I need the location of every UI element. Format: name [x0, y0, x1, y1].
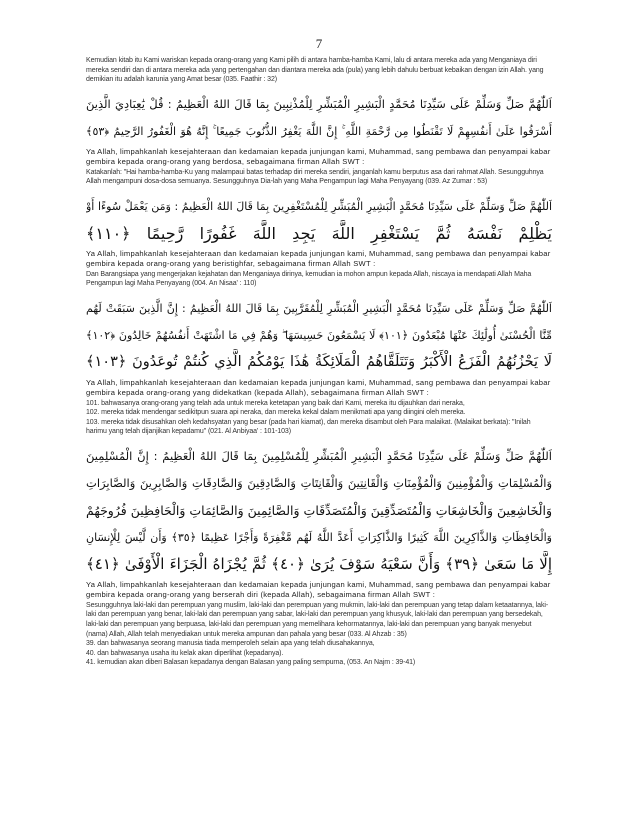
translation-line: 101. bahwasanya orang-orang yang telah ada untuk mereka ketetapan yang baik dari Kami, mereka itu dijauhkan dari neraka, — [86, 399, 465, 407]
arabic-line: اَللّٰهُمَّ صَلِّ وَسَلِّمْ عَلَى سَيِّدِنَا مُحَمَّدٍ الْبَشِيرِ الْمُبَشِّرِ لِلْمُسْلِمِينَ بِمَا قَالَ اللهُ الْعَظِيمُ : إِنَّ الْمُسْلِمِينَ — [86, 448, 552, 463]
translation-line: 41. kemudian akan diberi Balasan kepadanya dengan Balasan yang paling sempurna, (053. An Najm : 39-41) — [86, 659, 416, 667]
arabic-line: اَللّٰهُمَّ صَلِّ وَسَلِّمْ عَلَى سَيِّدِنَا مُحَمَّدٍ الْبَشِيرِ الْمُبَشِّرِ لِلْمُقَرَّبِينَ بِمَا قَالَ اللهُ الْعَظِيمُ : إِنَّ الَّذِينَ سَبَقَتْ لَهُم — [86, 301, 552, 315]
translation-line: Sesungguhnya laki-laki dan perempuan yang muslim, laki-laki dan perempuan yang mukmin, laki-laki dan perempuan yang tetap dalam ketaatannya, laki-laki dan perempuan yang benar, laki-laki dan perempuan yang sabar, laki-laki dan perempuan yang khusyuk, laki-laki dan perempuan yang bersedekah, laki-laki dan perempuan yang berpuasa, laki-laki dan perempuan yang memelihara kehormatannya, laki-laki dan perempuan yang banyak menyebut (nama) Allah, Allah telah menyediakan untuk mereka ampunan dan pahala yang besar (033. Al Ahzab : 35) — [86, 601, 549, 638]
arabic-verse — [86, 295, 552, 376]
arabic-verse — [86, 443, 552, 578]
verse-block-1 — [86, 91, 552, 187]
arabic-line: يَظْلِمْ نَفْسَهُ ثُمَّ يَسْتَغْفِرِ اللَّهَ يَجِدِ اللَّهَ غَفُورًا رَّحِيمًا ﴿١١٠﴾ — [86, 223, 552, 243]
translation-line: Dan Barangsiapa yang mengerjakan kejahatan dan Menganiaya dirinya, kemudian ia mohon ampun kepada Allah, niscaya ia mendapati Allah Maha Pengampun lagi Maha Penyayang (004. An Nisaa' : 110) — [86, 270, 532, 288]
arabic-line: اَللّٰهُمَّ صَلِّ وَسَلِّمْ عَلَى سَيِّدِنَا مُحَمَّدٍ الْبَشِيرِ الْمُبَشِّرِ لِلْمُسْتَغْفِرِينَ بِمَا قَالَ اللهُ الْعَظِيمُ : وَمَن يَعْمَلْ سُوءًا أَوْ — [86, 199, 552, 213]
arabic-line: وَالْمُسْلِمَاتِ وَالْمُؤْمِنِينَ وَالْمُؤْمِنَاتِ وَالْقَانِتِينَ وَالْقَانِتَاتِ وَالصَّادِقِينَ وَالصَّادِقَاتِ وَالصَّابِرِينَ وَالصَّابِرَاتِ — [86, 475, 552, 490]
arabic-verse — [86, 91, 552, 145]
arabic-line: اَللّٰهُمَّ صَلِّ وَسَلِّمْ عَلَى سَيِّدِنَا مُحَمَّدٍ الْبَشِيرِ الْمُبَشِّرِ لِلْمُذْنِبِينَ بِمَا قَالَ اللهُ الْعَظِيمُ : قُلْ يَٰعِبَادِيَ الَّذِينَ — [86, 96, 552, 111]
translation-line: 102. mereka tidak mendengar sedikitpun suara api neraka, dan mereka kekal dalam menikmati apa yang diingini oleh mereka. — [86, 409, 466, 417]
salawat-text: Ya Allah, limpahkanlah kesejahteraan dan kedamaian kepada junjungan kami, Muhammad, sang pembawa dan penyampai kabar gembira kepada orang-orang yang beristighfar, sebagaimana firman Allah SWT : — [86, 248, 551, 269]
verse-block-3 — [86, 295, 552, 437]
intro-paragraph: Kemudian kitab itu Kami wariskan kepada orang-orang yang Kami pilih di antara hamba-hamba Kami, lalu di antara mereka ada yang Menganiaya diri mereka sendiri dan di antara mereka ada yang pertengahan dan diantara mereka ada (pula) yang lebih dahulu berbuat kebaikan dengan izin Allah. yang demikian itu adalah karunia yang Amat besar (035. Faathir : 32) — [86, 57, 544, 84]
arabic-line: وَالْخَاشِعِينَ وَالْخَاشِعَاتِ وَالْمُتَصَدِّقِينَ وَالْمُتَصَدِّقَاتِ وَالصَّائِمِينَ وَالصَّائِمَاتِ وَالْحَافِظِينَ فُرُوجَهُمْ — [86, 502, 552, 518]
verse-block-4 — [86, 443, 552, 668]
translation-line: 103. mereka tidak disusahkan oleh kedahsyatan yang besar (pada hari kiamat), dan mereka disambut oleh Para malaikat. (Malaikat berkata): "Inilah harimu yang telah dijanjikan kepadamu" (021. Al Anbiyaa' : 101-103) — [86, 418, 531, 436]
arabic-line: مِّنَّا الْحُسْنَىٰ أُولَٰئِكَ عَنْهَا مُبْعَدُونَ ﴿١٠١﴾ لَا يَسْمَعُونَ حَسِيسَهَا ۖ وَهُمْ فِي مَا اشْتَهَتْ أَنفُسُهُمْ خَالِدُونَ ﴿١٠٢﴾ — [86, 328, 552, 342]
arabic-line: أَسْرَفُوا عَلَىٰ أَنفُسِهِمْ لَا تَقْنَطُوا مِن رَّحْمَةِ اللَّهِ ۚ إِنَّ اللَّهَ يَغْفِرُ الذُّنُوبَ جَمِيعًا ۚ إِنَّهُ هُوَ الْغَفُورُ الرَّحِيمُ ﴿٥٣﴾ — [86, 124, 552, 138]
salawat-text: Ya Allah, limpahkanlah kesejahteraan dan kedamaian kepada junjungan kami, Muhammad, sang pembawa dan penyampai kabar gembira kepada orang-orang yang didekatkan (kepada Allah), sebagaimana firman Allah SWT : — [86, 377, 551, 398]
arabic-verse — [86, 193, 552, 247]
arabic-line: إِلَّا مَا سَعَىٰ ﴿٣٩﴾ وَأَنَّ سَعْيَهُ سَوْفَ يُرَىٰ ﴿٤٠﴾ ثُمَّ يُجْزَاهُ الْجَزَاءَ الْأَوْفَىٰ ﴿٤١﴾ — [86, 554, 552, 573]
translation-line: 40. dan bahwasanya usaha itu kelak akan diperlihat (kepadanya). — [86, 649, 284, 657]
salawat-text: Ya Allah, limpahkanlah kesejahteraan dan kedamaian kepada junjungan kami, Muhammad, sang pembawa dan penyampai kabar gembira kepada orang-orang yang berserah diri (kepada Allah), sebagaimana firman Allah SWT : — [86, 579, 551, 600]
arabic-line: لَا يَحْزُنُهُمُ الْفَزَعُ الْأَكْبَرُ وَتَتَلَقَّاهُمُ الْمَلَائِكَةُ هَٰذَا يَوْمُكُمُ الَّذِي كُنتُمْ تُوعَدُونَ ﴿١٠٣﴾ — [86, 353, 552, 370]
translation-line: Katakanlah: "Hai hamba-hamba-Ku yang malampaui batas terhadap diri mereka sendiri, janganlah kamu berputus asa dari rahmat Allah. Sesungguhnya Allah mengampuni dosa-dosa semuanya. Sesungguhnya Dia-lah yang Maha Pengampun lagi Maha Penyayang (039. Az Zumar : 53) — [86, 168, 544, 186]
verse-block-2 — [86, 193, 552, 289]
salawat-text: Ya Allah, limpahkanlah kesejahteraan dan kedamaian kepada junjungan kami, Muhammad, sang pembawa dan penyampai kabar gembira kepada orang-orang yang berdosa, sebagaimana firman Allah SWT : — [86, 146, 551, 167]
arabic-line: وَالْحَافِظَاتِ وَالذَّاكِرِينَ اللَّهَ كَثِيرًا وَالذَّاكِرَاتِ أَعَدَّ اللَّهُ لَهُم مَّغْفِرَةً وَأَجْرًا عَظِيمًا ﴿٣٥﴾ وَأَن لَّيْسَ لِلْإِنسَانِ — [86, 530, 552, 544]
page-content — [86, 56, 552, 668]
translation-line: 39. dan bahwasanya seorang manusia tiada memperoleh selain apa yang telah diusahakannya, — [86, 640, 375, 648]
page-number: 7 — [315, 36, 323, 51]
